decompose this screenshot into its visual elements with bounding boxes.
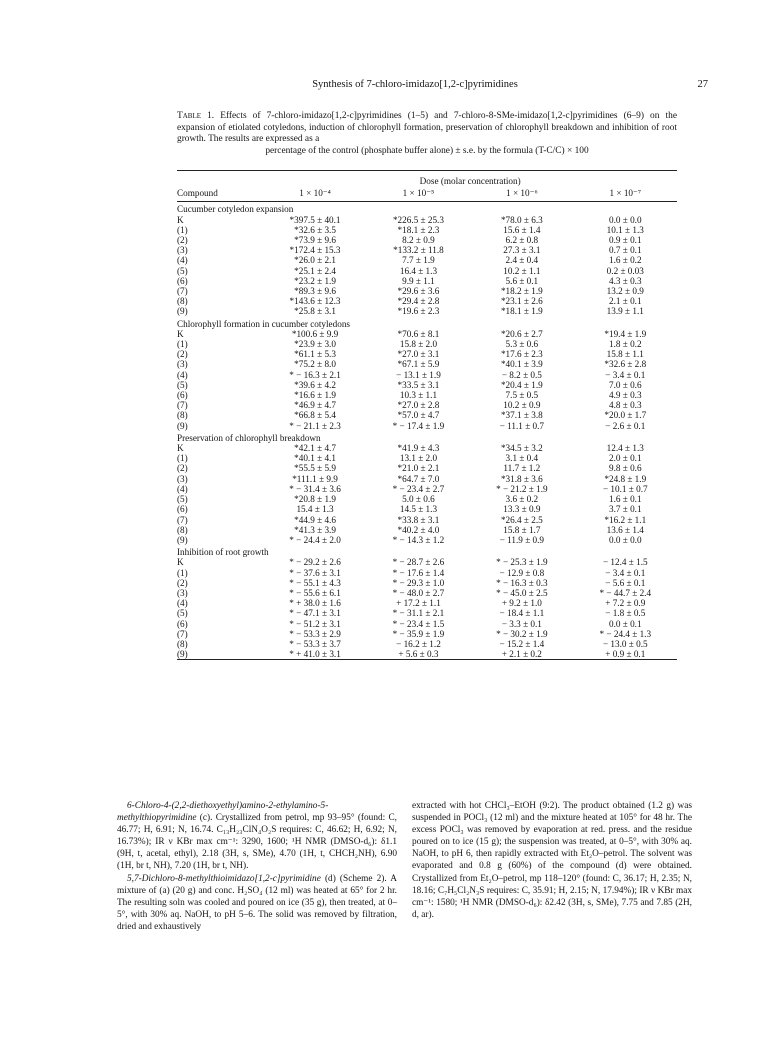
- paragraph: [117, 873, 397, 933]
- compound-cell: (8): [177, 524, 188, 535]
- table-row: [177, 266, 677, 276]
- value-cell: + 5.6 ± 0.3: [367, 649, 470, 660]
- table-row: [177, 608, 677, 618]
- dose-column-header: 1 × 10⁻⁷: [574, 186, 677, 202]
- table-row: [177, 410, 677, 420]
- value-cell: − 18.4 ± 1.1: [499, 608, 545, 619]
- value-cell: *44.9 ± 4.6: [294, 514, 336, 525]
- table-row: [177, 306, 677, 316]
- table-row: [177, 276, 677, 286]
- value-cell: 10.1 ± 1.3: [606, 224, 644, 235]
- value-cell: *226.5 ± 25.3: [392, 214, 444, 225]
- value-cell: * + 38.0 ± 1.6: [289, 598, 341, 609]
- value-cell: 4.3 ± 0.3: [608, 275, 642, 286]
- value-cell: *26.0 ± 2.1: [294, 255, 336, 266]
- compound-cell: (1): [177, 453, 188, 464]
- compound-cell: (1): [177, 224, 188, 235]
- value-cell: *32.6 ± 3.5: [294, 224, 336, 235]
- value-cell: *16.2 ± 1.1: [604, 514, 647, 525]
- value-cell: * − 29.3 ± 1.0: [392, 577, 445, 588]
- table-row: [177, 578, 677, 588]
- value-cell: *46.9 ± 4.7: [294, 400, 336, 411]
- table-row: [177, 359, 677, 369]
- table-row: [177, 619, 677, 629]
- value-cell: *20.4 ± 1.9: [500, 379, 543, 390]
- value-cell: * − 31.4 ± 3.6: [289, 483, 341, 494]
- compound-cell: K: [177, 443, 184, 454]
- table-row: [177, 568, 677, 578]
- table-row: [177, 286, 677, 296]
- value-cell: 16.4 ± 1.3: [399, 265, 438, 276]
- value-cell: 5.0 ± 0.6: [402, 494, 435, 505]
- compound-cell: (1): [177, 339, 188, 350]
- compound-cell: (6): [177, 275, 188, 286]
- value-cell: 15.8 ± 2.0: [399, 339, 438, 350]
- paragraph: [117, 800, 397, 873]
- value-cell: 9.9 ± 1.1: [402, 275, 435, 286]
- value-cell: *32.6 ± 2.8: [604, 359, 647, 370]
- value-cell: * − 53.3 ± 3.7: [289, 638, 341, 649]
- compound-cell: (3): [177, 587, 188, 598]
- table-row: [177, 525, 677, 535]
- section-title: Cucumber cotyledon expansion: [177, 204, 294, 215]
- section-title: Preservation of chlorophyll breakdown: [177, 432, 321, 443]
- compound-cell: (4): [177, 255, 188, 266]
- value-cell: *16.6 ± 1.9: [294, 390, 336, 401]
- value-cell: * − 55.1 ± 4.3: [289, 577, 341, 588]
- value-cell: − 11.9 ± 0.9: [499, 534, 545, 545]
- compound-cell: (9): [177, 534, 188, 545]
- compound-cell: (3): [177, 473, 188, 484]
- value-cell: − 12.9 ± 0.8: [499, 567, 545, 578]
- value-cell: 13.2 ± 0.9: [606, 286, 644, 297]
- value-cell: *73.9 ± 9.6: [294, 235, 336, 246]
- compound-cell: (8): [177, 296, 188, 307]
- value-cell: − 10.1 ± 0.7: [602, 483, 648, 494]
- value-cell: 0.2 ± 0.03: [606, 265, 644, 276]
- value-cell: 7.7 ± 1.9: [402, 255, 435, 266]
- value-cell: 14.5 ± 1.3: [399, 504, 438, 515]
- value-cell: 1.8 ± 0.2: [608, 339, 642, 350]
- compound-header: Compound: [177, 186, 263, 202]
- value-cell: * − 16.3 ± 2.1: [289, 369, 341, 380]
- value-cell: *41.3 ± 3.9: [294, 524, 336, 535]
- value-cell: 0.0 ± 0.0: [608, 534, 642, 545]
- value-cell: 3.6 ± 0.2: [505, 494, 539, 505]
- value-cell: *26.4 ± 2.5: [500, 514, 543, 525]
- body-column-left: [117, 800, 397, 933]
- value-cell: *27.0 ± 2.8: [397, 400, 440, 411]
- table-row: [177, 443, 677, 453]
- value-cell: − 15.2 ± 1.4: [499, 638, 545, 649]
- value-cell: *25.1 ± 2.4: [294, 265, 336, 276]
- value-cell: *111.1 ± 9.9: [292, 473, 338, 484]
- value-cell: * − 21.1 ± 2.3: [289, 420, 341, 431]
- compound-cell: K: [177, 328, 184, 339]
- value-cell: *78.0 ± 6.3: [500, 214, 543, 225]
- value-cell: *31.8 ± 3.6: [500, 473, 543, 484]
- table-row: [177, 639, 677, 649]
- value-cell: * − 47.1 ± 3.1: [289, 608, 341, 619]
- value-cell: * − 35.9 ± 1.9: [392, 628, 445, 639]
- compound-cell: (4): [177, 598, 188, 609]
- value-cell: 15.8 ± 1.7: [503, 524, 541, 535]
- value-cell: − 3.3 ± 0.1: [501, 618, 542, 629]
- header-spacer: [177, 171, 263, 187]
- section-title: Chlorophyll formation in cucumber cotyledons: [177, 318, 350, 329]
- table-row: [177, 349, 677, 359]
- value-cell: + 7.2 ± 0.9: [605, 598, 646, 609]
- value-cell: * − 45.0 ± 2.5: [496, 587, 548, 598]
- value-cell: *100.6 ± 9.9: [291, 328, 339, 339]
- value-cell: 13.3 ± 0.9: [503, 504, 541, 515]
- compound-cell: (9): [177, 306, 188, 317]
- value-cell: *29.6 ± 3.6: [397, 286, 440, 297]
- value-cell: 3.1 ± 0.4: [505, 453, 539, 464]
- value-cell: * − 48.0 ± 2.7: [392, 587, 445, 598]
- body-column-right: [412, 800, 692, 921]
- value-cell: * − 25.3 ± 1.9: [496, 557, 548, 568]
- table-row: [177, 629, 677, 639]
- compound-cell: (4): [177, 483, 188, 494]
- value-cell: + 17.2 ± 1.1: [396, 598, 441, 609]
- table-row: [177, 598, 677, 608]
- value-cell: 13.6 ± 1.4: [606, 524, 644, 535]
- running-head: Synthesis of 7-chloro-imidazo[1,2-c]pyrimidines: [312, 79, 518, 90]
- value-cell: * − 16.3 ± 0.3: [496, 577, 548, 588]
- value-cell: *37.1 ± 3.8: [500, 410, 543, 421]
- compound-cell: (2): [177, 349, 188, 360]
- value-cell: *143.6 ± 12.3: [289, 296, 341, 307]
- value-cell: *27.0 ± 3.1: [397, 349, 440, 360]
- value-cell: * − 14.3 ± 1.2: [392, 534, 445, 545]
- value-cell: * − 44.7 ± 2.4: [599, 587, 652, 598]
- table-row: [177, 370, 677, 380]
- section-heading-row: [177, 545, 677, 557]
- value-cell: * − 23.4 ± 2.7: [392, 483, 445, 494]
- value-cell: *397.5 ± 40.1: [289, 214, 341, 225]
- value-cell: *18.2 ± 1.9: [500, 286, 543, 297]
- value-cell: * − 24.4 ± 1.3: [599, 628, 652, 639]
- compound-cell: K: [177, 214, 184, 225]
- value-cell: 7.0 ± 0.6: [608, 379, 642, 390]
- table-row: [177, 245, 677, 255]
- compound-cell: (3): [177, 359, 188, 370]
- page-number: 27: [697, 79, 708, 90]
- value-cell: 15.6 ± 1.4: [503, 224, 541, 235]
- value-cell: *133.2 ± 11.8: [393, 245, 444, 256]
- value-cell: 5.6 ± 0.1: [505, 275, 539, 286]
- value-cell: 1.6 ± 0.1: [608, 494, 642, 505]
- value-cell: *57.0 ± 4.7: [397, 410, 440, 421]
- paragraph-text: (d) (Scheme 2). A mixture of (a) (20 g) and conc. H₂SO₄ (12 ml) was heated at 65° for 2 hr. The resulting soln was cooled and poured on ice (35 g), then treated, at 0–5°, with 30% aq. NaOH, to pH 5–6. The solid was removed by filtration, dried and exhaustively: [117, 873, 397, 932]
- value-cell: *33.8 ± 3.1: [397, 514, 440, 525]
- section-heading-row: [177, 202, 677, 215]
- value-cell: *67.1 ± 5.9: [397, 359, 440, 370]
- compound-cell: (2): [177, 577, 188, 588]
- compound-cell: (8): [177, 638, 188, 649]
- value-cell: *20.6 ± 2.7: [500, 328, 543, 339]
- value-cell: *23.9 ± 3.0: [294, 339, 336, 350]
- table-label: Table 1.: [177, 111, 215, 121]
- value-cell: *21.0 ± 2.1: [397, 463, 440, 474]
- value-cell: − 1.8 ± 0.5: [605, 608, 646, 619]
- value-cell: + 2.1 ± 0.2: [470, 649, 573, 660]
- value-cell: 5.3 ± 0.6: [505, 339, 539, 350]
- value-cell: *172.4 ± 15.3: [289, 245, 341, 256]
- compound-name: 5,7-Dichloro-8-methylthioimidazo[1,2-c]pyrimidine: [127, 873, 321, 884]
- value-cell: + 9.2 ± 1.0: [501, 598, 542, 609]
- value-cell: *61.1 ± 5.3: [294, 349, 336, 360]
- value-cell: *55.5 ± 5.9: [294, 463, 336, 474]
- value-cell: *29.4 ± 2.8: [397, 296, 440, 307]
- value-cell: 0.9 ± 0.1: [608, 235, 642, 246]
- table-row: [177, 588, 677, 598]
- dose-column-header: 1 × 10⁻⁶: [470, 186, 573, 202]
- table-row: [177, 339, 677, 349]
- paragraph: [412, 800, 692, 921]
- compound-cell: (3): [177, 245, 188, 256]
- table-row: [177, 225, 677, 235]
- compound-cell: (5): [177, 608, 188, 619]
- value-cell: 10.3 ± 1.1: [399, 390, 438, 401]
- value-cell: 0.7 ± 0.1: [608, 245, 642, 256]
- value-cell: * − 30.2 ± 1.9: [496, 628, 548, 639]
- table-row: [177, 421, 677, 431]
- dose-header: Dose (molar concentration): [263, 171, 677, 187]
- value-cell: − 3.4 ± 0.1: [605, 567, 646, 578]
- compound-cell: (7): [177, 514, 188, 525]
- compound-cell: (7): [177, 628, 188, 639]
- value-cell: − 16.2 ± 1.2: [396, 638, 441, 649]
- table-row: [177, 504, 677, 514]
- value-cell: *17.6 ± 2.3: [500, 349, 543, 360]
- value-cell: 4.8 ± 0.3: [608, 400, 642, 411]
- value-cell: *40.2 ± 4.0: [397, 524, 440, 535]
- value-cell: *33.5 ± 3.1: [397, 379, 440, 390]
- table-row: [177, 649, 677, 660]
- value-cell: * − 28.7 ± 2.6: [392, 557, 445, 568]
- table-row: [177, 474, 677, 484]
- value-cell: 9.8 ± 0.6: [608, 463, 642, 474]
- compound-cell: (5): [177, 265, 188, 276]
- compound-cell: (5): [177, 379, 188, 390]
- value-cell: 2.1 ± 0.1: [608, 296, 642, 307]
- value-cell: − 13.0 ± 0.5: [602, 638, 648, 649]
- compound-cell: (9): [177, 420, 188, 431]
- value-cell: *64.7 ± 7.0: [397, 473, 440, 484]
- compound-cell: (6): [177, 504, 188, 515]
- compound-cell: (4): [177, 369, 188, 380]
- value-cell: − 3.4 ± 0.1: [605, 369, 646, 380]
- value-cell: *20.0 ± 1.7: [604, 410, 647, 421]
- value-cell: * − 23.4 ± 1.5: [392, 618, 445, 629]
- section-heading-row: [177, 317, 677, 329]
- compound-cell: (8): [177, 410, 188, 421]
- value-cell: 10.2 ± 0.9: [503, 400, 541, 411]
- table-caption-text: Effects of 7-chloro-imidazo[1,2-c]pyrimidines (1–5) and 7-chloro-8-SMe-imidazo[1,2-c]pyrimidines (6–9) on the expansion of etiolated cotyledons, induction of chlorophyll formation, preservation of chlorophyll breakdown and inhibition of root growth. The results are expressed as a: [177, 111, 677, 145]
- table-row: [177, 390, 677, 400]
- table-row: [177, 296, 677, 306]
- value-cell: 6.2 ± 0.8: [505, 235, 539, 246]
- value-cell: * − 17.6 ± 1.4: [392, 567, 445, 578]
- value-cell: *24.8 ± 1.9: [604, 473, 647, 484]
- table-row: [177, 380, 677, 390]
- paragraph-text: (c). Crystallized from petrol, mp 93–95° (found: C, 46.77; H, 6.91; N, 16.74. C₁₃H₂₃ClN₄O₂S requires: C, 46.62; H, 6.92; N, 16.73%); IR ν KBr max cm⁻¹: 3290, 1600; ¹H NMR (DMSO-d₆): δ1.1 (9H, t, acetal, ethyl), 2.18 (3H, s, SMe), 4.70 (1H, t, CHCH₂NH), 6.90 (1H, br t, NH), 7.20 (1H, br t, NH).: [117, 813, 397, 872]
- value-cell: 10.2 ± 1.1: [503, 265, 541, 276]
- value-cell: *20.8 ± 1.9: [294, 494, 336, 505]
- compound-name: 6-Chloro-4-(2,2-diethoxyethyl)amino-2-ethylamino-5-methylthiopyrimidine: [117, 801, 329, 824]
- value-cell: 15.8 ± 1.1: [606, 349, 644, 360]
- value-cell: *23.1 ± 2.6: [500, 296, 543, 307]
- value-cell: * + 41.0 ± 3.1: [263, 649, 366, 660]
- value-cell: *89.3 ± 9.6: [294, 286, 336, 297]
- dose-column-header: 1 × 10⁻⁵: [367, 186, 470, 202]
- value-cell: − 8.2 ± 0.5: [501, 369, 542, 380]
- table-row: [177, 400, 677, 410]
- compound-cell: (6): [177, 390, 188, 401]
- value-cell: *18.1 ± 1.9: [500, 306, 543, 317]
- compound-cell: (9): [177, 649, 263, 660]
- value-cell: *41.9 ± 4.3: [397, 443, 440, 454]
- table-row: [177, 235, 677, 245]
- value-cell: 2.0 ± 0.1: [608, 453, 642, 464]
- value-cell: * − 51.2 ± 3.1: [289, 618, 341, 629]
- value-cell: 15.4 ± 1.3: [296, 504, 334, 515]
- value-cell: 2.4 ± 0.4: [505, 255, 539, 266]
- table-caption-last: percentage of the control (phosphate buffer alone) ± s.e. by the formula (T-C/C) × 100: [265, 145, 589, 156]
- value-cell: * − 37.6 ± 3.1: [289, 567, 341, 578]
- value-cell: *23.2 ± 1.9: [294, 275, 336, 286]
- value-cell: *66.8 ± 5.4: [294, 410, 336, 421]
- table-row: [177, 255, 677, 265]
- value-cell: 13.9 ± 1.1: [606, 306, 644, 317]
- value-cell: *42.1 ± 4.7: [294, 443, 336, 454]
- value-cell: * − 24.4 ± 2.0: [289, 534, 341, 545]
- value-cell: * − 17.4 ± 1.9: [392, 420, 445, 431]
- table-caption: [177, 111, 677, 157]
- value-cell: *25.8 ± 3.1: [294, 306, 336, 317]
- value-cell: *34.5 ± 3.2: [500, 443, 543, 454]
- value-cell: * − 53.3 ± 2.9: [289, 628, 341, 639]
- table-row: [177, 484, 677, 494]
- results-table: [177, 170, 677, 660]
- value-cell: *18.1 ± 2.3: [397, 224, 440, 235]
- value-cell: − 5.6 ± 0.1: [605, 577, 646, 588]
- value-cell: − 13.1 ± 1.9: [396, 369, 441, 380]
- compound-cell: (7): [177, 400, 188, 411]
- value-cell: * − 55.6 ± 6.1: [289, 587, 341, 598]
- value-cell: 0.0 ± 0.0: [608, 214, 642, 225]
- value-cell: 4.9 ± 0.3: [608, 390, 642, 401]
- table-row: [177, 557, 677, 567]
- value-cell: − 2.6 ± 0.1: [605, 420, 646, 431]
- value-cell: * − 21.2 ± 1.9: [496, 483, 548, 494]
- table-row: [177, 463, 677, 473]
- table-body: [177, 202, 677, 660]
- value-cell: 13.1 ± 2.0: [399, 453, 438, 464]
- table-row: [177, 453, 677, 463]
- value-cell: 27.3 ± 3.1: [503, 245, 541, 256]
- section-title: Inhibition of root growth: [177, 547, 269, 558]
- value-cell: 3.7 ± 0.1: [608, 504, 642, 515]
- paragraph-text: extracted with hot CHCl₃–EtOH (9:2). The product obtained (1.2 g) was suspended in POCl₃ (12 ml) and the mixture heated at 105° for 48 hr. The excess POCl₃ was removed by evaporation at red. press. and the residue poured on to ice (15 g); the suspension was treated, at 0–5°, with 30% aq. NaOH, to pH 6, then rapidly extracted with Et₂O–petrol. The solvent was evaporated and 0.8 g (60%) of the compound (d) were obtained. Crystallized from Et₂O–petrol, mp 118–120° (found: C, 36.17; H, 2.35; N, 18.16; C₇H₅Cl₂N₃S requires: C, 35.91; H, 2.15; N, 17.94%); IR ν KBr max cm⁻¹: 1580; ¹H NMR (DMSO-d₆): δ2.42 (3H, s, SMe), 7.75 and 7.85 (2H, d, ar).: [412, 801, 692, 920]
- compound-cell: (7): [177, 286, 188, 297]
- value-cell: *40.1 ± 3.9: [500, 359, 543, 370]
- value-cell: 1.6 ± 0.2: [608, 255, 642, 266]
- value-cell: *39.6 ± 4.2: [294, 379, 336, 390]
- dose-column-header: 1 × 10⁻⁴: [263, 186, 366, 202]
- compound-cell: (5): [177, 494, 188, 505]
- table-row: [177, 535, 677, 545]
- value-cell: − 12.4 ± 1.5: [602, 557, 648, 568]
- compound-cell: (2): [177, 463, 188, 474]
- value-cell: + 0.9 ± 0.1: [574, 649, 677, 660]
- value-cell: 7.5 ± 0.5: [505, 390, 539, 401]
- compound-cell: K: [177, 557, 184, 568]
- value-cell: 11.7 ± 1.2: [503, 463, 541, 474]
- value-cell: 12.4 ± 1.3: [606, 443, 644, 454]
- value-cell: * − 31.1 ± 2.1: [392, 608, 445, 619]
- value-cell: * − 29.2 ± 2.6: [289, 557, 341, 568]
- compound-cell: (2): [177, 235, 188, 246]
- table-row: [177, 494, 677, 504]
- value-cell: − 11.1 ± 0.7: [499, 420, 545, 431]
- compound-cell: (1): [177, 567, 188, 578]
- compound-cell: (6): [177, 618, 188, 629]
- table-row: [177, 215, 677, 225]
- value-cell: 0.0 ± 0.1: [608, 618, 642, 629]
- value-cell: *40.1 ± 4.1: [294, 453, 336, 464]
- value-cell: *19.4 ± 1.9: [604, 328, 647, 339]
- table-row: [177, 515, 677, 525]
- table-row: [177, 329, 677, 339]
- value-cell: 8.2 ± 0.9: [402, 235, 435, 246]
- value-cell: *70.6 ± 8.1: [397, 328, 440, 339]
- section-heading-row: [177, 431, 677, 443]
- value-cell: *75.2 ± 8.0: [294, 359, 336, 370]
- value-cell: *19.6 ± 2.3: [397, 306, 440, 317]
